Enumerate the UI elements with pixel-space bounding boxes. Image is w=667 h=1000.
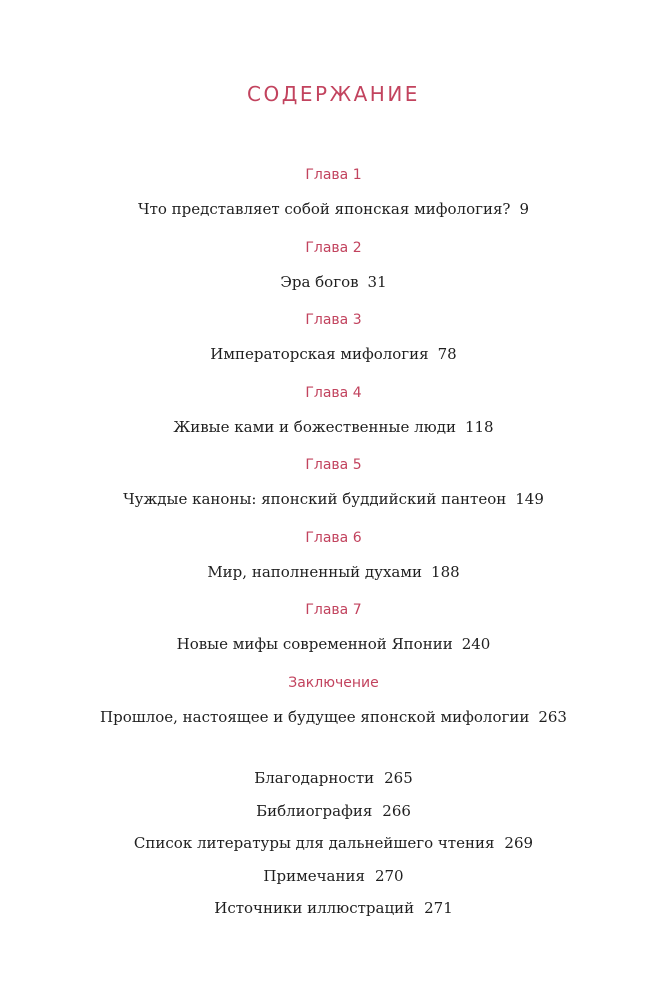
entry-title: Библиография xyxy=(256,801,373,820)
toc-conclusion xyxy=(0,672,667,745)
chapter-title: Чуждые каноны: японский буддийский пантеон xyxy=(123,490,507,508)
chapter-label: Глава 5 xyxy=(305,457,362,473)
page-number: 271 xyxy=(424,899,453,917)
chapter-entry[interactable] xyxy=(0,705,667,729)
toc-chapter-4 xyxy=(0,382,667,455)
chapter-title: Что представляет собой японская мифология? xyxy=(137,200,511,218)
toc-chapter-2 xyxy=(0,237,667,310)
chapter-entry[interactable] xyxy=(0,632,667,656)
chapter-title: Эра богов xyxy=(280,272,359,291)
chapter-label: Глава 7 xyxy=(305,602,362,618)
chapter-entry[interactable] xyxy=(0,270,667,294)
toc-bibliography[interactable] xyxy=(0,798,667,831)
toc-acknowledgements[interactable] xyxy=(0,765,667,798)
page-number: 240 xyxy=(461,635,491,653)
toc-chapter-3 xyxy=(0,309,667,382)
entry-title: Список литературы для дальнейшего чтения xyxy=(133,834,495,852)
chapter-title: Живые ками и божественные люди xyxy=(173,417,456,436)
page-number: 188 xyxy=(431,562,460,581)
chapter-label: Глава 1 xyxy=(305,167,362,183)
chapter-title: Императорская мифология xyxy=(210,345,429,363)
toc-chapter-5 xyxy=(0,454,667,527)
page-number: 265 xyxy=(384,769,413,787)
chapter-label: Глава 2 xyxy=(305,239,362,256)
toc-illustration-sources[interactable] xyxy=(0,895,667,928)
chapter-entry[interactable] xyxy=(0,197,667,221)
chapter-entry[interactable] xyxy=(0,415,667,439)
chapter-label: Глава 3 xyxy=(305,312,362,328)
chapter-entry[interactable] xyxy=(0,560,667,584)
toc-chapter-7 xyxy=(0,599,667,672)
toc-chapter-1 xyxy=(0,164,667,237)
chapter-label: Заключение xyxy=(288,674,379,691)
entry-title: Благодарности xyxy=(254,769,375,787)
page-number: 118 xyxy=(464,417,494,436)
page-number: 9 xyxy=(519,200,530,218)
page-number: 266 xyxy=(382,801,411,820)
backmatter-list xyxy=(0,765,667,928)
chapter-entry[interactable] xyxy=(0,342,667,366)
chapter-title: Прошлое, настоящее и будущее японской мифологии xyxy=(100,707,530,726)
entry-title: Источники иллюстраций xyxy=(214,899,415,917)
page-number: 269 xyxy=(504,834,534,852)
entry-title: Примечания xyxy=(263,866,365,885)
page-number: 270 xyxy=(374,866,404,885)
chapter-title: Новые мифы современной Японии xyxy=(176,635,453,653)
chapter-title: Мир, наполненный духами xyxy=(207,562,423,581)
page-number: 78 xyxy=(437,345,457,363)
page-number: 31 xyxy=(367,272,387,291)
chapter-label: Глава 6 xyxy=(305,529,362,546)
toc-chapter-6 xyxy=(0,527,667,600)
chapter-list xyxy=(0,164,667,744)
page-title: СОДЕРЖАНИЕ xyxy=(247,82,420,106)
toc-further-reading[interactable] xyxy=(0,830,667,863)
chapter-label: Глава 4 xyxy=(305,384,362,401)
toc-notes[interactable] xyxy=(0,863,667,896)
page-number: 149 xyxy=(515,490,544,508)
page-number: 263 xyxy=(538,707,567,726)
chapter-entry[interactable] xyxy=(0,487,667,511)
